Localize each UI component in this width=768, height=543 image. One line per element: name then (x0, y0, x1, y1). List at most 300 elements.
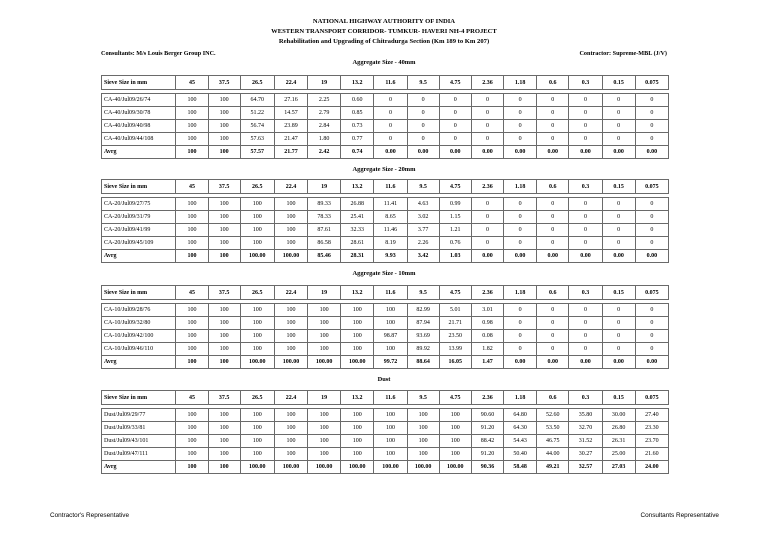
table-cell: 57.63 (240, 133, 274, 146)
table-cell: 100 (176, 461, 208, 474)
table-cell: 0 (635, 330, 668, 343)
contractor-representative: Contractor's Representative (50, 512, 130, 519)
table-cell: 21.47 (274, 133, 307, 146)
table-cell: 0 (635, 317, 668, 330)
table-row (102, 224, 669, 237)
table-cell: 11.6 (374, 180, 407, 194)
table-cell: 0 (471, 211, 503, 224)
table-cell: 100.00 (374, 461, 407, 474)
table-cell: 0 (471, 120, 503, 133)
table-cell: 0 (504, 198, 537, 211)
table-cell: 9.93 (374, 250, 407, 263)
table-cell: 90.36 (471, 461, 503, 474)
table-cell: 0 (504, 317, 537, 330)
table-cell: 0 (439, 107, 471, 120)
table-cell: 0.6 (537, 286, 569, 300)
table-cell: 45 (176, 180, 208, 194)
table-cell: 0 (569, 304, 602, 317)
table-cell: 3.42 (407, 250, 439, 263)
table-cell: 0.77 (341, 133, 374, 146)
table-cell: 0 (635, 211, 668, 224)
table-cell: 100 (208, 356, 240, 369)
table-cell: 0.15 (602, 391, 635, 405)
table-cell: 56.74 (240, 120, 274, 133)
table-cell: 0.00 (569, 146, 602, 159)
table-cell: 19 (308, 286, 341, 300)
table-cell: 4.75 (439, 391, 471, 405)
table-cell: 0.08 (471, 330, 503, 343)
table-cell: 90.60 (471, 409, 503, 422)
table-cell: 0.00 (439, 146, 471, 159)
table-cell: 91.20 (471, 448, 503, 461)
section-title-dust: Dust (377, 376, 391, 383)
table-cell: 27.16 (274, 94, 307, 107)
table-cell: 22.4 (274, 76, 307, 90)
table-cell: 1.15 (439, 211, 471, 224)
table-cell: 93.69 (407, 330, 439, 343)
table-cell: 0.00 (569, 356, 602, 369)
table-cell: 100 (208, 461, 240, 474)
table-cell: 100 (208, 94, 240, 107)
table-cell: 100 (176, 94, 208, 107)
table-cell: 0 (407, 120, 439, 133)
table-cell: 0 (504, 343, 537, 356)
table-cell: 64.30 (504, 422, 537, 435)
table-cell: 21.60 (635, 448, 668, 461)
table-cell: 0.3 (569, 391, 602, 405)
header-section: Rehabilitation and Upgrading of Chitradurga Section (Km 189 to Km 207) (278, 38, 490, 45)
table-cell: 100 (240, 330, 274, 343)
table-row (102, 107, 669, 120)
table-cell: 0 (602, 133, 635, 146)
table-cell: 100.00 (240, 250, 274, 263)
row-label: CA-10/Jul09/32/80 (102, 317, 176, 330)
table-cell: 0.00 (537, 356, 569, 369)
table-cell: 0.00 (471, 250, 503, 263)
table-cell: 0.73 (341, 120, 374, 133)
table-cell: 19 (308, 76, 341, 90)
table-cell: 100 (176, 356, 208, 369)
table-cell: 100 (240, 211, 274, 224)
table-cell: 0 (504, 211, 537, 224)
contractor-label: Contractor: Supreme-MBL (J/V) (579, 50, 667, 57)
table-cell: 30.00 (602, 409, 635, 422)
table-cell: 100 (240, 198, 274, 211)
table-cell: 0.00 (504, 250, 537, 263)
table-cell: 26.5 (240, 180, 274, 194)
table-cell: 0 (374, 120, 407, 133)
table-cell: 0 (537, 94, 569, 107)
table-cell: 100 (208, 107, 240, 120)
table-cell: 44.00 (537, 448, 569, 461)
table-cell: 100 (240, 224, 274, 237)
table-cell: 0 (504, 94, 537, 107)
table-cell: 100 (176, 448, 208, 461)
table-cell: 0 (635, 107, 668, 120)
table-cell: 0.00 (635, 250, 668, 263)
table-cell: 100 (374, 422, 407, 435)
row-label: Dust/Jul09/43/101 (102, 435, 176, 448)
table-cell: 100 (208, 237, 240, 250)
row-label: Sieve Size in mm (102, 76, 176, 90)
table-cell: 13.99 (439, 343, 471, 356)
table-cell: 0.00 (471, 146, 503, 159)
table-cell: 100 (308, 304, 341, 317)
table-cell: 1.18 (504, 180, 537, 194)
table-cell: 11.6 (374, 391, 407, 405)
table-cell: 100 (439, 448, 471, 461)
row-label: CA-20/Jul09/45/109 (102, 237, 176, 250)
table-cell: 31.52 (569, 435, 602, 448)
table-cell: 8.19 (374, 237, 407, 250)
table-cell: 0 (471, 237, 503, 250)
table-cell: 0 (569, 237, 602, 250)
table-cell: 0.85 (341, 107, 374, 120)
table-cell: 100 (374, 304, 407, 317)
table-cell: 49.21 (537, 461, 569, 474)
table-cell: 1.18 (504, 286, 537, 300)
table-cell: 64.70 (240, 94, 274, 107)
table-cell: 100 (176, 211, 208, 224)
table-cell: 100 (176, 120, 208, 133)
table-cell: 2.26 (407, 237, 439, 250)
average-row (102, 250, 669, 263)
table-cell: 28.31 (341, 250, 374, 263)
table-cell: 0 (537, 343, 569, 356)
table-cell: 100 (176, 237, 208, 250)
table-cell: 45 (176, 76, 208, 90)
table-cell: 21.71 (439, 317, 471, 330)
average-row (102, 461, 669, 474)
table-cell: 0 (504, 133, 537, 146)
table-cell: 24.00 (635, 461, 668, 474)
table-cell: 0 (537, 330, 569, 343)
table-cell: 0.00 (569, 250, 602, 263)
table-cell: 0 (504, 120, 537, 133)
table-cell: 27.40 (635, 409, 668, 422)
table-cell: 78.33 (308, 211, 341, 224)
table-cell: 100 (176, 133, 208, 146)
row-label: Dust/Jul09/33/81 (102, 422, 176, 435)
table-cell: 16.05 (439, 356, 471, 369)
table-cell: 100 (274, 330, 307, 343)
table-cell: 0.74 (341, 146, 374, 159)
table-cell: 0 (439, 120, 471, 133)
table-cell: 100 (240, 448, 274, 461)
table-cell: 46.75 (537, 435, 569, 448)
table-cell: 100 (208, 317, 240, 330)
table-cell: 0.00 (635, 356, 668, 369)
table-cell: 0.075 (635, 76, 668, 90)
table-cell: 100 (341, 330, 374, 343)
table-cell: 23.30 (635, 422, 668, 435)
row-label: Avrg (102, 250, 176, 263)
table-cell: 100 (208, 409, 240, 422)
table-cell: 28.61 (341, 237, 374, 250)
table-cell: 100 (439, 435, 471, 448)
section-title-10mm: Aggregate Size - 10mm (352, 270, 416, 277)
table-cell: 1.03 (439, 250, 471, 263)
table-cell: 0 (635, 237, 668, 250)
table-cell: 1.47 (471, 356, 503, 369)
table-cell: 100 (308, 448, 341, 461)
table-cell: 100 (208, 330, 240, 343)
table-cell: 100 (407, 435, 439, 448)
table-cell: 100.00 (308, 461, 341, 474)
table-cell: 87.94 (407, 317, 439, 330)
section-title-40mm: Aggregate Size - 40mm (352, 59, 416, 66)
table-cell: 52.60 (537, 409, 569, 422)
table-cell: 32.70 (569, 422, 602, 435)
table-cell: 100 (274, 409, 307, 422)
table-cell: 0 (504, 237, 537, 250)
row-label: CA-40/Jul09/44/108 (102, 133, 176, 146)
table-cell: 19 (308, 391, 341, 405)
table-cell: 100 (274, 237, 307, 250)
table-cell: 0.075 (635, 391, 668, 405)
table-cell: 1.21 (439, 224, 471, 237)
table-cell: 100 (407, 409, 439, 422)
table-cell: 86.58 (308, 237, 341, 250)
table-cell: 0 (537, 107, 569, 120)
table-cell: 11.41 (374, 198, 407, 211)
table-cell: 11.6 (374, 76, 407, 90)
table-cell: 45 (176, 286, 208, 300)
row-label: Dust/Jul09/47/111 (102, 448, 176, 461)
table-cell: 100 (439, 422, 471, 435)
table-cell: 100 (374, 409, 407, 422)
consultants-label: Consultants: M/s Louis Berger Group INC. (101, 50, 216, 57)
table-cell: 0 (635, 343, 668, 356)
table-cell: 30.27 (569, 448, 602, 461)
table-cell: 0 (537, 317, 569, 330)
table-cell: 0 (504, 224, 537, 237)
sieve-header-row (102, 286, 669, 300)
table-row (102, 211, 669, 224)
table-cell: 100 (308, 317, 341, 330)
table-cell: 64.80 (504, 409, 537, 422)
table-cell: 0.00 (635, 146, 668, 159)
table-10mm (101, 285, 669, 369)
table-cell: 100 (208, 224, 240, 237)
table-cell: 0 (602, 224, 635, 237)
table-cell: 0 (569, 94, 602, 107)
sieve-header-row (102, 391, 669, 405)
table-cell: 0 (602, 343, 635, 356)
row-label: Avrg (102, 461, 176, 474)
table-cell: 0.15 (602, 286, 635, 300)
table-cell: 32.33 (341, 224, 374, 237)
row-label: Avrg (102, 356, 176, 369)
table-cell: 26.88 (341, 198, 374, 211)
row-label: CA-20/Jul09/31/79 (102, 211, 176, 224)
table-cell: 100.00 (341, 356, 374, 369)
table-cell: 100 (274, 317, 307, 330)
table-cell: 0 (537, 198, 569, 211)
table-cell: 100 (274, 448, 307, 461)
table-cell: 0.00 (504, 146, 537, 159)
table-row (102, 198, 669, 211)
table-cell: 0.99 (439, 198, 471, 211)
table-cell: 0 (635, 120, 668, 133)
table-cell: 0 (569, 343, 602, 356)
table-cell: 0 (439, 94, 471, 107)
table-cell: 85.46 (308, 250, 341, 263)
row-label: CA-40/Jul09/40/98 (102, 120, 176, 133)
table-cell: 13.2 (341, 391, 374, 405)
table-cell: 100 (308, 330, 341, 343)
table-cell: 2.36 (471, 286, 503, 300)
table-row (102, 409, 669, 422)
table-cell: 26.31 (602, 435, 635, 448)
table-cell: 19 (308, 180, 341, 194)
table-cell: 25.00 (602, 448, 635, 461)
table-cell: 0.76 (439, 237, 471, 250)
table-cell: 100 (208, 146, 240, 159)
table-cell: 50.40 (504, 448, 537, 461)
table-cell: 1.18 (504, 391, 537, 405)
table-cell: 100 (374, 448, 407, 461)
table-cell: 0 (537, 211, 569, 224)
header-authority: NATIONAL HIGHWAY AUTHORITY OF INDIA (312, 18, 456, 25)
table-cell: 2.36 (471, 76, 503, 90)
table-cell: 57.57 (240, 146, 274, 159)
table-cell: 100 (274, 343, 307, 356)
table-cell: 1.80 (308, 133, 341, 146)
table-cell: 0.00 (602, 146, 635, 159)
table-cell: 0.00 (374, 146, 407, 159)
table-cell: 100.00 (407, 461, 439, 474)
table-cell: 0 (602, 317, 635, 330)
table-cell: 88.42 (471, 435, 503, 448)
table-cell: 37.5 (208, 180, 240, 194)
table-cell: 0.00 (537, 146, 569, 159)
table-cell: 26.80 (602, 422, 635, 435)
table-cell: 0 (602, 107, 635, 120)
table-cell: 100 (208, 133, 240, 146)
table-cell: 100 (341, 343, 374, 356)
table-cell: 100 (176, 107, 208, 120)
table-cell: 9.5 (407, 391, 439, 405)
table-cell: 100 (208, 120, 240, 133)
row-label: CA-20/Jul09/41/99 (102, 224, 176, 237)
table-row (102, 120, 669, 133)
table-cell: 0 (374, 133, 407, 146)
table-cell: 3.01 (471, 304, 503, 317)
table-20mm (101, 179, 669, 263)
table-cell: 0 (471, 133, 503, 146)
table-cell: 0.00 (537, 250, 569, 263)
table-cell: 100 (308, 435, 341, 448)
row-label: CA-20/Jul09/27/75 (102, 198, 176, 211)
table-cell: 35.80 (569, 409, 602, 422)
table-cell: 0 (635, 94, 668, 107)
table-cell: 0.3 (569, 286, 602, 300)
table-cell: 100 (208, 198, 240, 211)
table-cell: 27.03 (602, 461, 635, 474)
table-cell: 100 (341, 448, 374, 461)
row-label: CA-10/Jul09/46/110 (102, 343, 176, 356)
row-label: Sieve Size in mm (102, 286, 176, 300)
row-label: Sieve Size in mm (102, 180, 176, 194)
table-cell: 13.2 (341, 76, 374, 90)
table-cell: 0 (504, 304, 537, 317)
row-label: CA-10/Jul09/28/76 (102, 304, 176, 317)
table-cell: 0 (537, 224, 569, 237)
table-cell: 100 (176, 198, 208, 211)
table-cell: 100 (374, 317, 407, 330)
table-cell: 9.5 (407, 286, 439, 300)
row-label: Dust/Jul09/29/77 (102, 409, 176, 422)
table-cell: 100 (208, 304, 240, 317)
table-cell: 0.3 (569, 180, 602, 194)
table-cell: 26.5 (240, 391, 274, 405)
table-cell: 100 (240, 422, 274, 435)
table-row (102, 94, 669, 107)
table-cell: 45 (176, 391, 208, 405)
table-cell: 100 (176, 250, 208, 263)
table-cell: 8.65 (374, 211, 407, 224)
table-cell: 100 (208, 435, 240, 448)
table-cell: 0 (635, 224, 668, 237)
table-cell: 0.6 (537, 180, 569, 194)
table-cell: 98.87 (374, 330, 407, 343)
table-row (102, 448, 669, 461)
table-cell: 100 (240, 343, 274, 356)
table-cell: 0.15 (602, 76, 635, 90)
table-cell: 89.33 (308, 198, 341, 211)
table-cell: 100 (176, 146, 208, 159)
table-cell: 100 (341, 422, 374, 435)
table-cell: 100 (176, 343, 208, 356)
table-cell: 0 (602, 198, 635, 211)
table-cell: 13.2 (341, 286, 374, 300)
table-cell: 87.61 (308, 224, 341, 237)
table-cell: 100 (176, 224, 208, 237)
table-cell: 37.5 (208, 391, 240, 405)
table-cell: 0.60 (341, 94, 374, 107)
table-cell: 100 (274, 435, 307, 448)
table-cell: 100 (407, 422, 439, 435)
table-cell: 100 (341, 304, 374, 317)
table-cell: 0 (602, 211, 635, 224)
table-cell: 51.22 (240, 107, 274, 120)
table-cell: 100.00 (274, 356, 307, 369)
table-cell: 0 (407, 94, 439, 107)
table-cell: 100 (176, 409, 208, 422)
table-cell: 5.01 (439, 304, 471, 317)
table-40mm (101, 75, 669, 159)
table-cell: 0 (407, 107, 439, 120)
table-cell: 100 (208, 422, 240, 435)
table-cell: 0.6 (537, 391, 569, 405)
row-label: Sieve Size in mm (102, 391, 176, 405)
table-cell: 100 (341, 317, 374, 330)
table-cell: 0 (537, 237, 569, 250)
table-cell: 0 (569, 107, 602, 120)
table-cell: 100.00 (274, 250, 307, 263)
table-cell: 100 (208, 250, 240, 263)
table-cell: 4.63 (407, 198, 439, 211)
table-cell: 0.3 (569, 76, 602, 90)
table-cell: 100 (240, 435, 274, 448)
table-cell: 22.4 (274, 391, 307, 405)
table-cell: 0 (569, 330, 602, 343)
table-row (102, 304, 669, 317)
table-cell: 0.00 (602, 356, 635, 369)
table-cell: 22.4 (274, 180, 307, 194)
table-row (102, 133, 669, 146)
